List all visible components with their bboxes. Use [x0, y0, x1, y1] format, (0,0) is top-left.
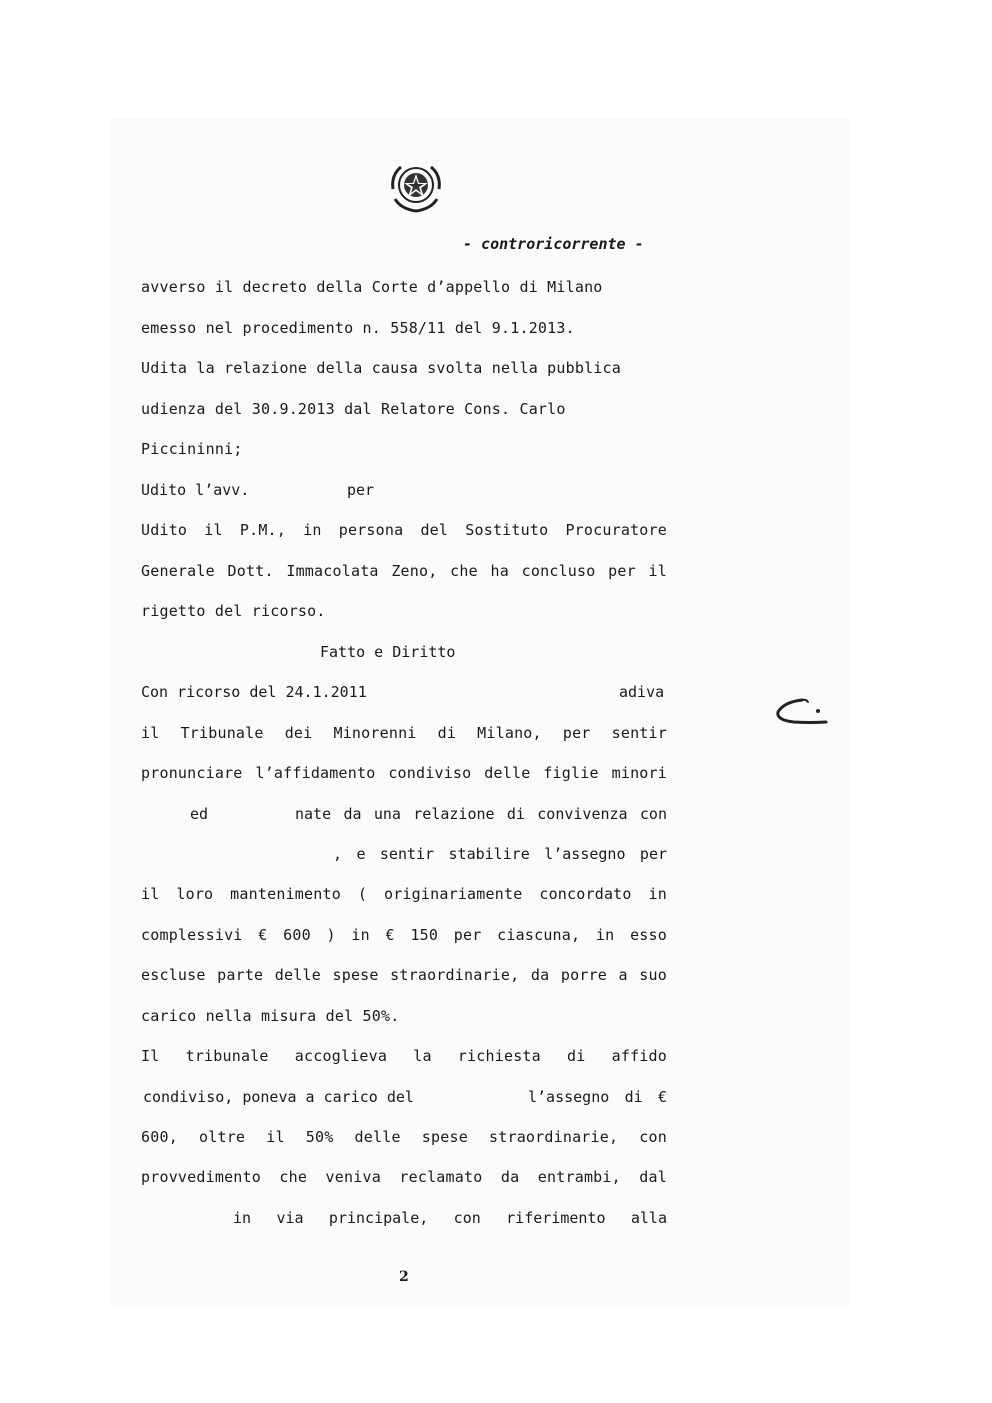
ed-line-left: ed — [190, 805, 209, 823]
udito-avv-label: Udito l’avv. — [141, 481, 250, 499]
condiviso-line-right: l’assegno di € — [528, 1088, 667, 1106]
body-line: Piccininni; — [141, 440, 243, 458]
handwritten-initial-mark — [772, 696, 828, 728]
italian-republic-emblem-icon — [387, 159, 445, 215]
sentir-line: , e sentir stabilire l’assegno per — [333, 845, 667, 863]
last-line: in via principale, con riferimento alla — [233, 1209, 667, 1227]
role-heading: - controricorrente - — [463, 235, 644, 253]
page-number: 2 — [399, 1269, 409, 1285]
fatto-line: carico nella misura del 50%. — [141, 1007, 400, 1025]
tribunale-line: provvedimento che veniva reclamato da entrambi, dal — [141, 1168, 667, 1186]
section-heading: Fatto e Diritto — [320, 643, 456, 661]
fatto-line: il loro mantenimento ( originariamente concordato in — [141, 885, 667, 903]
tribunale-line: 600, oltre il 50% delle spese straordinarie, con — [141, 1128, 667, 1146]
body-line: emesso nel procedimento n. 558/11 del 9.1.2013. — [141, 319, 575, 337]
ed-line-right: nate da una relazione di convivenza con — [295, 805, 667, 823]
body-line: Udita la relazione della causa svolta nella pubblica — [141, 359, 621, 377]
fatto-line: il Tribunale dei Minorenni di Milano, per sentir — [141, 724, 667, 742]
pm-line: Udito il P.M., in persona del Sostituto Procuratore — [141, 521, 667, 539]
pm-line: Generale Dott. Immacolata Zeno, che ha concluso per il — [141, 562, 667, 580]
fatto-line: pronunciare l’affidamento condiviso delle figlie minori — [141, 764, 667, 782]
fatto-line: complessivi € 600 ) in € 150 per ciascuna, in esso — [141, 926, 667, 944]
ricorso-line-right: adiva — [619, 683, 665, 701]
tribunale-line: Il tribunale accoglieva la richiesta di affido — [141, 1047, 667, 1065]
body-line: udienza del 30.9.2013 dal Relatore Cons. Carlo — [141, 400, 566, 418]
body-line: avverso il decreto della Corte d’appello di Milano — [141, 278, 603, 296]
fatto-line: escluse parte delle spese straordinarie, da porre a suo — [141, 966, 667, 984]
udito-avv-per: per — [347, 481, 375, 499]
pm-line: rigetto del ricorso. — [141, 602, 326, 620]
ricorso-line-left: Con ricorso del 24.1.2011 — [141, 683, 367, 701]
condiviso-line-left: condiviso, poneva a carico del — [143, 1088, 414, 1106]
